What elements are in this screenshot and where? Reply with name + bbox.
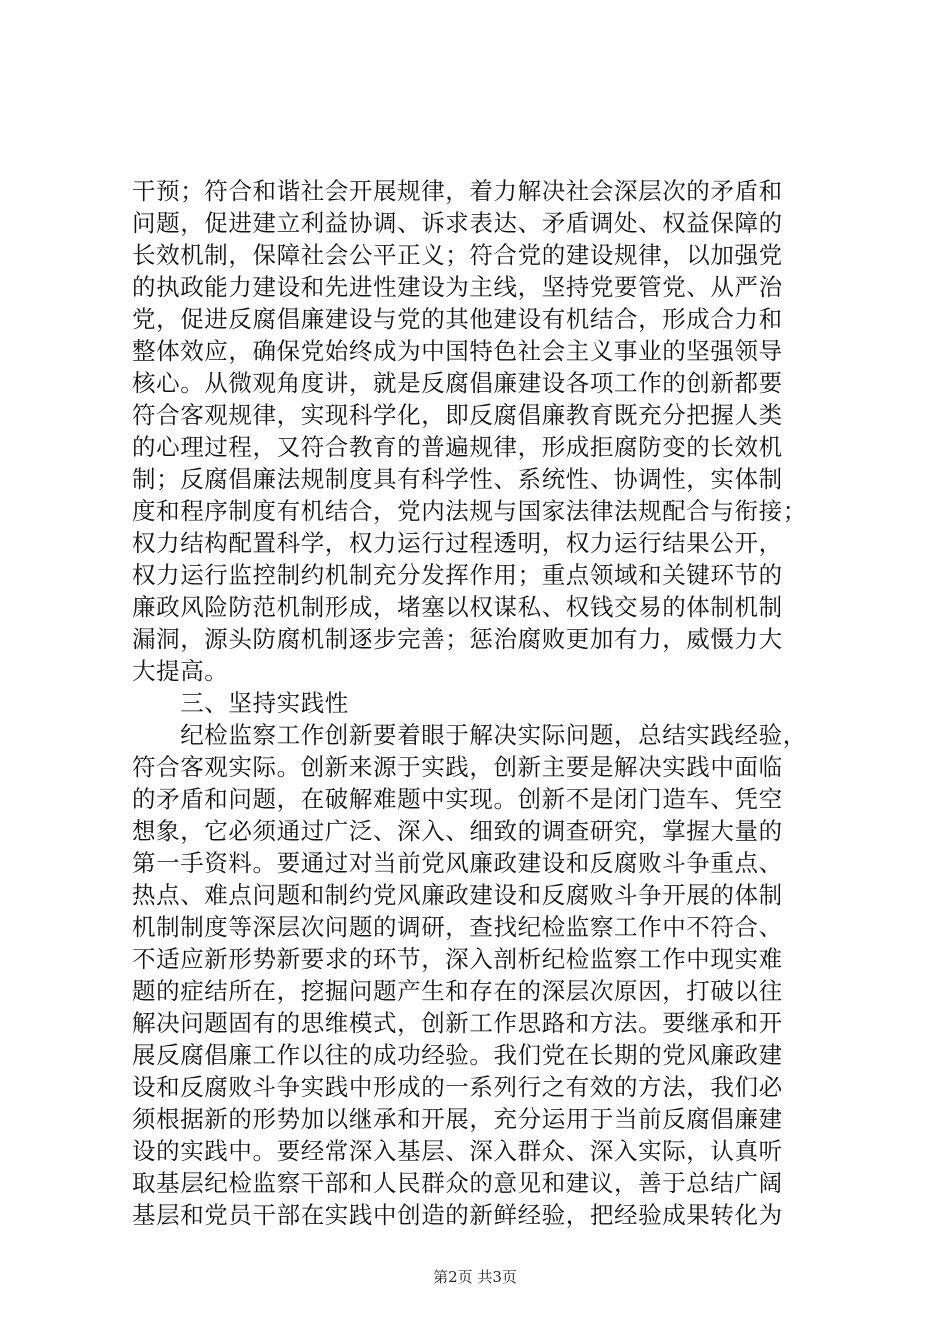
text-line: 的执政能力建设和先进性建设为主线，坚持党要管党、从严治 (132, 273, 783, 301)
text-line: 核心。从微观角度讲，就是反腐倡廉建设各项工作的创新都要 (132, 369, 783, 397)
text-line: 的心理过程，又符合教育的普遍规律，形成拒腐防变的长效机 (132, 433, 783, 461)
text-line: 整体效应，确保党始终成为中国特色社会主义事业的坚强领导 (132, 337, 783, 365)
text-line: 设的实践中。要经常深入基层、深入群众、深入实际，认真听 (132, 1137, 783, 1165)
text-line: 基层和党员干部在实践中创造的新鲜经验，把经验成果转化为 (132, 1201, 783, 1229)
text-line: 展反腐倡廉工作以往的成功经验。我们党在长期的党风廉政建 (132, 1041, 783, 1069)
body-text (132, 175, 832, 1231)
page-footer (0, 1267, 950, 1287)
text-line: 干预；符合和谐社会开展规律，着力解决社会深层次的矛盾和 (132, 177, 783, 205)
text-line: 大提高。 (132, 657, 229, 685)
text-line: 廉政风险防范机制形成，堵塞以权谋私、权钱交易的体制机制 (132, 593, 783, 621)
text-line: 想象，它必须通过广泛、深入、细致的调查研究，掌握大量的 (132, 817, 783, 845)
text-line: 权力运行监控制约机制充分发挥作用；重点领域和关键环节的 (132, 561, 783, 589)
text-line: 机制制度等深层次问题的调研，查找纪检监察工作中不符合、 (132, 913, 783, 941)
text-line: 符合客观规律，实现科学化，即反腐倡廉教育既充分把握人类 (132, 401, 783, 429)
text-line: 制；反腐倡廉法规制度具有科学性、系统性、协调性，实体制 (132, 465, 783, 493)
text-line: 权力结构配置科学，权力运行过程透明，权力运行结果公开， (132, 529, 783, 557)
text-line: 第一手资料。要通过对当前党风廉政建设和反腐败斗争重点、 (132, 849, 783, 877)
text-line: 漏洞，源头防腐机制逐步完善；惩治腐败更加有力，威慑力大 (132, 625, 783, 653)
section-heading: 三、坚持实践性 (132, 689, 349, 717)
text-line: 须根据新的形势加以继承和开展，充分运用于当前反腐倡廉建 (132, 1105, 783, 1133)
text-line: 题的症结所在，挖掘问题产生和存在的深层次原因，打破以往 (132, 977, 783, 1005)
text-line: 的矛盾和问题，在破解难题中实现。创新不是闭门造车、凭空 (132, 785, 783, 813)
text-line: 热点、难点问题和制约党风廉政建设和反腐败斗争开展的体制 (132, 881, 783, 909)
text-line: 纪检监察工作创新要着眼于解决实际问题，总结实践经验， (132, 721, 807, 749)
text-line: 解决问题固有的思维模式，创新工作思路和方法。要继承和开 (132, 1009, 783, 1037)
text-line: 度和程序制度有机结合，党内法规与国家法律法规配合与衔接； (132, 497, 807, 525)
page-number: 第2页 共3页 (433, 1268, 517, 1286)
text-line: 不适应新形势新要求的环节，深入剖析纪检监察工作中现实难 (132, 945, 783, 973)
text-line: 取基层纪检监察干部和人民群众的意见和建议，善于总结广阔 (132, 1169, 783, 1197)
text-line: 问题，促进建立利益协调、诉求表达、矛盾调处、权益保障的 (132, 209, 783, 237)
text-line: 党，促进反腐倡廉建设与党的其他建设有机结合，形成合力和 (132, 305, 783, 333)
text-line: 设和反腐败斗争实践中形成的一系列行之有效的方法，我们必 (132, 1073, 783, 1101)
text-line: 符合客观实际。创新来源于实践，创新主要是解决实践中面临 (132, 753, 783, 781)
text-line: 长效机制，保障社会公平正义；符合党的建设规律，以加强党 (132, 241, 783, 269)
